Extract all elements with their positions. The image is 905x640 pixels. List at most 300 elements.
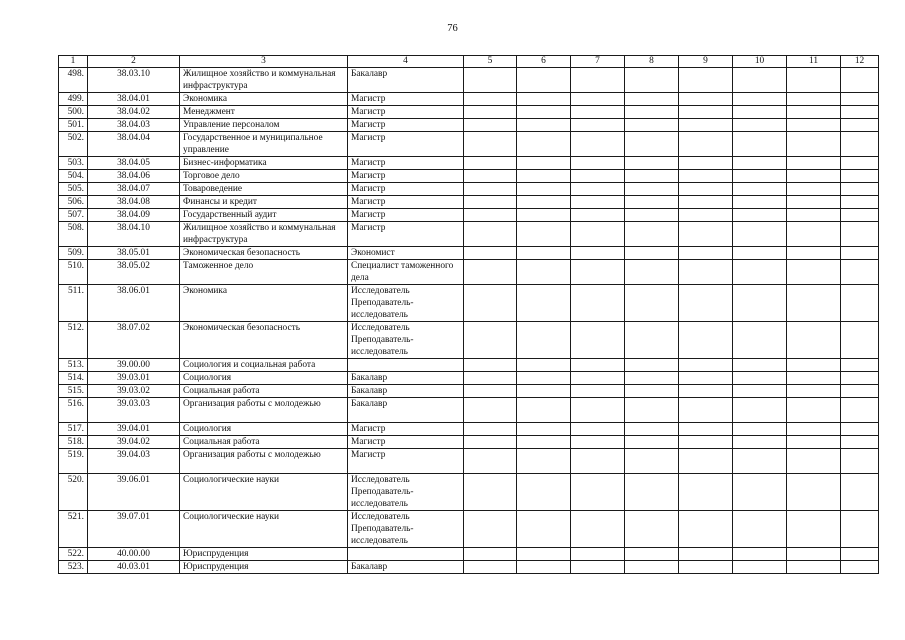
empty-cell <box>517 561 571 574</box>
table-row <box>59 132 879 157</box>
empty-cell <box>517 322 571 359</box>
empty-cell <box>464 196 517 209</box>
specialty-name-cell: Бизнес-информатика <box>180 157 348 170</box>
empty-cell <box>787 285 841 322</box>
empty-cell <box>679 285 733 322</box>
table-row <box>59 372 879 385</box>
empty-cell <box>679 322 733 359</box>
empty-cell <box>517 209 571 222</box>
specialty-name-cell: Жилищное хозяйство и коммунальная инфраструктура <box>180 68 348 93</box>
empty-cell <box>571 372 625 385</box>
specialty-name-cell: Экономическая безопасность <box>180 322 348 359</box>
specialty-name-cell: Юриспруденция <box>180 548 348 561</box>
table-row <box>59 359 879 372</box>
table-row <box>59 106 879 119</box>
row-number-cell: 507. <box>59 209 88 222</box>
empty-cell <box>787 93 841 106</box>
specialty-name-cell: Менеджмент <box>180 106 348 119</box>
empty-cell <box>625 106 679 119</box>
row-number-cell: 501. <box>59 119 88 132</box>
empty-cell <box>625 247 679 260</box>
empty-cell <box>464 157 517 170</box>
empty-cell <box>571 449 625 474</box>
specialty-code-cell: 39.00.00 <box>88 359 180 372</box>
empty-cell <box>571 170 625 183</box>
table-row <box>59 561 879 574</box>
empty-cell <box>841 247 879 260</box>
empty-cell <box>571 119 625 132</box>
specialty-name-cell: Организация работы с молодежью <box>180 449 348 474</box>
table-row <box>59 93 879 106</box>
empty-cell <box>787 372 841 385</box>
empty-cell <box>571 359 625 372</box>
table-row <box>59 119 879 132</box>
column-header: 9 <box>679 56 733 68</box>
empty-cell <box>625 436 679 449</box>
row-number-cell: 517. <box>59 423 88 436</box>
specialty-name-cell: Экономика <box>180 285 348 322</box>
empty-cell <box>733 548 787 561</box>
specialty-name-cell: Государственное и муниципальное управление <box>180 132 348 157</box>
empty-cell <box>679 548 733 561</box>
empty-cell <box>733 209 787 222</box>
empty-cell <box>625 449 679 474</box>
empty-cell <box>733 511 787 548</box>
empty-cell <box>841 385 879 398</box>
empty-cell <box>679 106 733 119</box>
table-row <box>59 260 879 285</box>
empty-cell <box>571 106 625 119</box>
table-row <box>59 170 879 183</box>
table-row <box>59 398 879 423</box>
table-row <box>59 449 879 474</box>
empty-cell <box>679 398 733 423</box>
empty-cell <box>464 385 517 398</box>
empty-cell <box>841 260 879 285</box>
empty-cell <box>841 222 879 247</box>
empty-cell <box>841 183 879 196</box>
empty-cell <box>571 398 625 423</box>
empty-cell <box>733 106 787 119</box>
empty-cell <box>733 68 787 93</box>
empty-cell <box>787 511 841 548</box>
specialty-code-cell: 38.04.05 <box>88 157 180 170</box>
row-number-cell: 513. <box>59 359 88 372</box>
column-header: 2 <box>88 56 180 68</box>
empty-cell <box>625 260 679 285</box>
row-number-cell: 503. <box>59 157 88 170</box>
empty-cell <box>841 132 879 157</box>
table-row <box>59 322 879 359</box>
empty-cell <box>625 183 679 196</box>
empty-cell <box>679 423 733 436</box>
empty-cell <box>625 474 679 511</box>
empty-cell <box>571 68 625 93</box>
empty-cell <box>625 157 679 170</box>
empty-cell <box>787 322 841 359</box>
specialty-name-cell: Юриспруденция <box>180 561 348 574</box>
empty-cell <box>571 511 625 548</box>
empty-cell <box>679 474 733 511</box>
empty-cell <box>517 359 571 372</box>
empty-cell <box>571 436 625 449</box>
empty-cell <box>625 398 679 423</box>
column-header: 6 <box>517 56 571 68</box>
row-number-cell: 512. <box>59 322 88 359</box>
row-number-cell: 499. <box>59 93 88 106</box>
empty-cell <box>625 196 679 209</box>
qualification-cell: Магистр <box>348 170 464 183</box>
empty-cell <box>625 548 679 561</box>
empty-cell <box>464 170 517 183</box>
empty-cell <box>517 385 571 398</box>
empty-cell <box>625 68 679 93</box>
column-number-row <box>59 56 879 68</box>
qualification-cell: Магистр <box>348 157 464 170</box>
specialty-name-cell: Социология <box>180 423 348 436</box>
empty-cell <box>625 322 679 359</box>
empty-cell <box>517 436 571 449</box>
specialty-code-cell: 38.04.03 <box>88 119 180 132</box>
qualification-cell: Специалист таможенного дела <box>348 260 464 285</box>
specialty-code-cell: 38.05.02 <box>88 260 180 285</box>
empty-cell <box>679 157 733 170</box>
empty-cell <box>571 157 625 170</box>
empty-cell <box>787 474 841 511</box>
empty-cell <box>464 132 517 157</box>
empty-cell <box>625 359 679 372</box>
empty-cell <box>571 132 625 157</box>
empty-cell <box>733 222 787 247</box>
empty-cell <box>841 398 879 423</box>
specialty-name-cell: Социологические науки <box>180 474 348 511</box>
specialty-name-cell: Управление персоналом <box>180 119 348 132</box>
empty-cell <box>787 385 841 398</box>
empty-cell <box>625 372 679 385</box>
empty-cell <box>679 170 733 183</box>
row-number-cell: 522. <box>59 548 88 561</box>
row-number-cell: 520. <box>59 474 88 511</box>
empty-cell <box>679 260 733 285</box>
empty-cell <box>787 449 841 474</box>
empty-cell <box>841 170 879 183</box>
row-number-cell: 516. <box>59 398 88 423</box>
empty-cell <box>841 209 879 222</box>
empty-cell <box>841 561 879 574</box>
specialty-name-cell: Государственный аудит <box>180 209 348 222</box>
empty-cell <box>517 170 571 183</box>
empty-cell <box>841 106 879 119</box>
table-row <box>59 423 879 436</box>
empty-cell <box>464 209 517 222</box>
row-number-cell: 508. <box>59 222 88 247</box>
empty-cell <box>625 222 679 247</box>
empty-cell <box>464 548 517 561</box>
column-header: 4 <box>348 56 464 68</box>
empty-cell <box>787 68 841 93</box>
empty-cell <box>679 247 733 260</box>
specialty-code-cell: 38.04.01 <box>88 93 180 106</box>
specialty-code-cell: 38.04.02 <box>88 106 180 119</box>
specialty-code-cell: 39.03.03 <box>88 398 180 423</box>
empty-cell <box>679 68 733 93</box>
empty-cell <box>841 157 879 170</box>
empty-cell <box>517 247 571 260</box>
empty-cell <box>841 548 879 561</box>
column-header: 7 <box>571 56 625 68</box>
empty-cell <box>787 209 841 222</box>
empty-cell <box>841 423 879 436</box>
qualification-cell: Исследователь Преподаватель-исследователь <box>348 511 464 548</box>
empty-cell <box>625 511 679 548</box>
empty-cell <box>464 106 517 119</box>
empty-cell <box>517 222 571 247</box>
row-number-cell: 506. <box>59 196 88 209</box>
specialty-code-cell: 40.00.00 <box>88 548 180 561</box>
empty-cell <box>464 222 517 247</box>
empty-cell <box>733 561 787 574</box>
specialty-name-cell: Товароведение <box>180 183 348 196</box>
qualification-cell: Магистр <box>348 209 464 222</box>
empty-cell <box>464 561 517 574</box>
empty-cell <box>733 132 787 157</box>
qualification-cell: Экономист <box>348 247 464 260</box>
table-row <box>59 436 879 449</box>
empty-cell <box>733 449 787 474</box>
empty-cell <box>517 196 571 209</box>
empty-cell <box>679 222 733 247</box>
empty-cell <box>679 132 733 157</box>
row-number-cell: 523. <box>59 561 88 574</box>
empty-cell <box>841 196 879 209</box>
empty-cell <box>464 68 517 93</box>
qualification-cell: Бакалавр <box>348 398 464 423</box>
empty-cell <box>517 548 571 561</box>
empty-cell <box>464 285 517 322</box>
empty-cell <box>571 183 625 196</box>
specialty-code-cell: 38.04.08 <box>88 196 180 209</box>
empty-cell <box>679 372 733 385</box>
specialty-name-cell: Экономика <box>180 93 348 106</box>
empty-cell <box>787 170 841 183</box>
empty-cell <box>841 93 879 106</box>
empty-cell <box>679 385 733 398</box>
specialty-code-cell: 38.04.09 <box>88 209 180 222</box>
empty-cell <box>841 511 879 548</box>
table-row <box>59 196 879 209</box>
column-header: 3 <box>180 56 348 68</box>
empty-cell <box>625 119 679 132</box>
empty-cell <box>733 359 787 372</box>
empty-cell <box>517 423 571 436</box>
qualification-cell <box>348 359 464 372</box>
empty-cell <box>517 119 571 132</box>
specialty-code-cell: 40.03.01 <box>88 561 180 574</box>
specialty-code-cell: 39.06.01 <box>88 474 180 511</box>
table-row <box>59 385 879 398</box>
empty-cell <box>787 548 841 561</box>
qualification-cell: Магистр <box>348 106 464 119</box>
qualification-cell: Магистр <box>348 436 464 449</box>
specialty-code-cell: 39.03.02 <box>88 385 180 398</box>
row-number-cell: 519. <box>59 449 88 474</box>
empty-cell <box>733 285 787 322</box>
row-number-cell: 510. <box>59 260 88 285</box>
empty-cell <box>733 385 787 398</box>
qualification-cell: Магистр <box>348 93 464 106</box>
empty-cell <box>841 436 879 449</box>
page-number: 76 <box>447 23 458 34</box>
empty-cell <box>787 436 841 449</box>
qualification-cell: Исследователь Преподаватель-исследователь <box>348 474 464 511</box>
empty-cell <box>787 196 841 209</box>
table-row <box>59 157 879 170</box>
empty-cell <box>679 449 733 474</box>
empty-cell <box>625 93 679 106</box>
empty-cell <box>571 209 625 222</box>
empty-cell <box>733 170 787 183</box>
empty-cell <box>571 322 625 359</box>
empty-cell <box>787 183 841 196</box>
qualification-cell: Магистр <box>348 183 464 196</box>
specialty-name-cell: Социальная работа <box>180 436 348 449</box>
empty-cell <box>733 196 787 209</box>
empty-cell <box>841 449 879 474</box>
table-row <box>59 209 879 222</box>
empty-cell <box>464 436 517 449</box>
empty-cell <box>517 157 571 170</box>
specialty-code-cell: 38.03.10 <box>88 68 180 93</box>
empty-cell <box>787 423 841 436</box>
empty-cell <box>679 119 733 132</box>
empty-cell <box>571 548 625 561</box>
empty-cell <box>517 474 571 511</box>
row-number-cell: 502. <box>59 132 88 157</box>
empty-cell <box>517 106 571 119</box>
empty-cell <box>464 93 517 106</box>
empty-cell <box>517 285 571 322</box>
specialty-name-cell: Финансы и кредит <box>180 196 348 209</box>
empty-cell <box>841 68 879 93</box>
empty-cell <box>464 359 517 372</box>
empty-cell <box>679 436 733 449</box>
empty-cell <box>517 372 571 385</box>
qualification-cell: Бакалавр <box>348 385 464 398</box>
empty-cell <box>464 119 517 132</box>
registry-table <box>58 55 879 574</box>
empty-cell <box>679 359 733 372</box>
empty-cell <box>517 398 571 423</box>
table-row <box>59 474 879 511</box>
empty-cell <box>571 222 625 247</box>
empty-cell <box>464 372 517 385</box>
empty-cell <box>733 247 787 260</box>
empty-cell <box>517 68 571 93</box>
specialty-name-cell: Социология и социальная работа <box>180 359 348 372</box>
empty-cell <box>787 119 841 132</box>
empty-cell <box>517 93 571 106</box>
empty-cell <box>464 423 517 436</box>
empty-cell <box>787 106 841 119</box>
empty-cell <box>625 285 679 322</box>
column-header: 11 <box>787 56 841 68</box>
specialty-name-cell: Социология <box>180 372 348 385</box>
empty-cell <box>464 474 517 511</box>
qualification-cell: Магистр <box>348 132 464 157</box>
empty-cell <box>679 209 733 222</box>
qualification-cell: Магистр <box>348 423 464 436</box>
specialty-name-cell: Экономическая безопасность <box>180 247 348 260</box>
qualification-cell: Исследователь Преподаватель-исследователь <box>348 285 464 322</box>
empty-cell <box>841 474 879 511</box>
specialty-name-cell: Социальная работа <box>180 385 348 398</box>
row-number-cell: 509. <box>59 247 88 260</box>
specialty-code-cell: 39.03.01 <box>88 372 180 385</box>
qualification-cell: Бакалавр <box>348 68 464 93</box>
empty-cell <box>733 372 787 385</box>
table-row <box>59 548 879 561</box>
empty-cell <box>517 449 571 474</box>
qualification-cell: Магистр <box>348 119 464 132</box>
specialty-name-cell: Организация работы с молодежью <box>180 398 348 423</box>
qualification-cell: Исследователь Преподаватель-исследователь <box>348 322 464 359</box>
empty-cell <box>571 260 625 285</box>
row-number-cell: 505. <box>59 183 88 196</box>
empty-cell <box>787 157 841 170</box>
specialty-code-cell: 39.07.01 <box>88 511 180 548</box>
empty-cell <box>517 132 571 157</box>
empty-cell <box>841 359 879 372</box>
empty-cell <box>733 260 787 285</box>
empty-cell <box>679 511 733 548</box>
empty-cell <box>841 285 879 322</box>
empty-cell <box>625 170 679 183</box>
qualification-cell: Магистр <box>348 196 464 209</box>
empty-cell <box>625 209 679 222</box>
row-number-cell: 515. <box>59 385 88 398</box>
specialty-name-cell: Таможенное дело <box>180 260 348 285</box>
qualification-cell: Магистр <box>348 222 464 247</box>
empty-cell <box>679 196 733 209</box>
empty-cell <box>733 474 787 511</box>
specialty-name-cell: Жилищное хозяйство и коммунальная инфраструктура <box>180 222 348 247</box>
table-row <box>59 183 879 196</box>
column-header: 10 <box>733 56 787 68</box>
empty-cell <box>787 398 841 423</box>
empty-cell <box>464 511 517 548</box>
empty-cell <box>571 196 625 209</box>
specialty-code-cell: 38.04.07 <box>88 183 180 196</box>
specialty-code-cell: 38.07.02 <box>88 322 180 359</box>
table-row <box>59 68 879 93</box>
empty-cell <box>787 359 841 372</box>
column-header: 8 <box>625 56 679 68</box>
empty-cell <box>571 93 625 106</box>
row-number-cell: 500. <box>59 106 88 119</box>
empty-cell <box>787 132 841 157</box>
empty-cell <box>625 561 679 574</box>
table-row <box>59 511 879 548</box>
table-row <box>59 222 879 247</box>
empty-cell <box>464 322 517 359</box>
empty-cell <box>733 322 787 359</box>
empty-cell <box>571 423 625 436</box>
empty-cell <box>841 372 879 385</box>
empty-cell <box>571 247 625 260</box>
row-number-cell: 521. <box>59 511 88 548</box>
empty-cell <box>733 436 787 449</box>
empty-cell <box>733 183 787 196</box>
